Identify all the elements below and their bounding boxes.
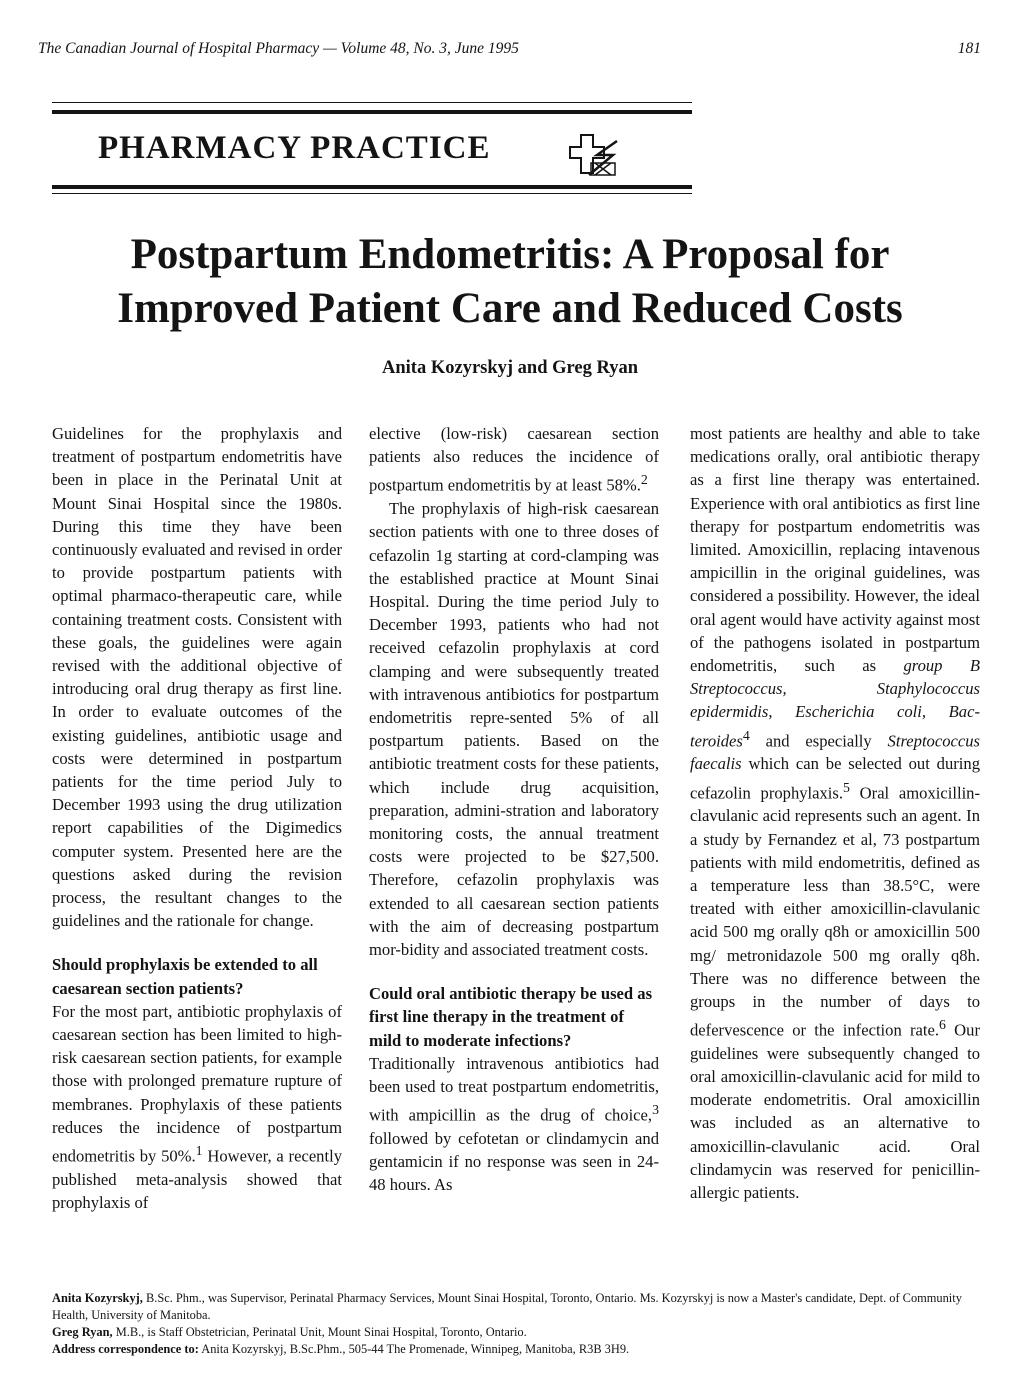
reference-marker: 1 — [195, 1143, 203, 1159]
pharmacy-cross-mortar-icon — [567, 133, 619, 177]
footnote-author-2 — [52, 1324, 982, 1341]
reference-marker: 4 — [742, 727, 750, 743]
reference-marker: 2 — [640, 472, 648, 488]
subheading: Should prophylaxis be extended to all caesarean section patients? — [52, 955, 318, 998]
paragraph-text: Traditionally intravenous antibiotics had been used to treat postpartum endometritis, with ampicillin as the drug of choice, — [369, 1053, 659, 1125]
paragraph: The prophylaxis of high-risk caesarean section patients with one to three doses of cefazolin 1g starting at cord-clamping was the established practice at Mount Sinai Hospital. During the time period July to December 1993, patients who had not received cefazolin prophylaxis at cord clamping and were subsequently treated with intravenous antibiotics for postpartum endometritis repre-sented 5% of all postpartum patients. Based on the antibiotic treatment costs for these patients, which include drug acquisition, preparation, admini-stration and laboratory monitoring costs, the annual treatment costs were projected to be $27,500. Therefore, cefazolin prophylaxis was extended to all caesarean section patients with the aim of decreasing postpartum mor-bidity and associated treatment costs. — [369, 499, 659, 959]
paragraph-text: followed by cefotetan or clindamycin and gentamicin if no response was seen in 24-48 hours. As — [369, 1128, 659, 1195]
title-line-1: Postpartum Endometritis: A Proposal for — [130, 231, 890, 278]
correspondence-label: Address correspondence to: — [52, 1342, 199, 1356]
paragraph — [369, 1052, 659, 1197]
section-label: PHARMACY PRACTICE — [98, 130, 491, 166]
paragraph-text: and especially — [749, 731, 888, 751]
footnote-text: B.Sc. Phm., was Supervisor, Perinatal Pharmacy Services, Mount Sinai Hospital, Toronto, Ontario. Ms. Kozyrskyj is now a Master's candidate, Dept. of Community Health, University of Manitoba. — [52, 1291, 962, 1322]
text-column-2 — [369, 422, 659, 1197]
section-rule-thin — [52, 193, 692, 194]
paragraph-text: which can be selected out during cefazolin prophylaxis. — [690, 754, 980, 803]
section-rule-thick — [52, 185, 692, 189]
paragraph-text: elective (low-risk) caesarean section patients also reduces the incidence of postpartum endometritis by at least 58%. — [369, 424, 659, 495]
paragraph-text: However, a recently published meta-analysis showed that prophylaxis of — [52, 1146, 342, 1213]
reference-marker: 6 — [939, 1017, 946, 1033]
top-rule-thick — [52, 110, 692, 114]
page-number: 181 — [957, 40, 981, 57]
organism-names: group B Streptococcus, Staphylococcus epidermidis, Escherichia coli, Bac-teroides — [690, 656, 980, 751]
article-title — [0, 228, 1020, 336]
subheading: Could oral antibiotic therapy be used as first line therapy in the treatment of mild to moderate infections? — [369, 984, 653, 1050]
top-rule-thin — [52, 102, 692, 103]
paragraph: Guidelines for the prophylaxis and treatment of postpartum endometritis have been in place in the Perinatal Unit at Mount Sinai Hospital since the 1980s. During this time they have been continuously evaluated and revised in order to provide postpartum patients with optimal pharmaco-therapeutic care, while containing treatment costs. Consistent with these goals, the guidelines were again revised with the additional objective of introducing oral drug therapy as first line. In order to evaluate outcomes of the existing guidelines, antibiotic usage and costs were determined in postpartum patients for the time period July to December 1993 using the drug utilization report capabilities of the Digimedics computer system. Presented here are the questions asked during the revision process, the resultant changes to the guidelines and the rationale for change. — [52, 424, 342, 931]
footnote-correspondence — [52, 1341, 982, 1358]
paragraph-text: most patients are healthy and able to take medications orally, oral antibiotic therapy as a first line therapy was entertained. Experience with oral antibiotics as first line therapy for postpartum endometritis was limited. Amoxicillin, replacing intavenous ampicillin in the original guidelines, was considered a possibility. However, the ideal oral agent would have activity against most of the pathogens isolated in postpartum endometritis, such as — [690, 424, 980, 676]
running-head — [38, 40, 983, 62]
text-column-1 — [52, 422, 342, 1214]
text-column-3 — [690, 422, 980, 1204]
paragraph-text: For the most part, antibiotic prophylaxis of caesarean section has been limited to high-risk caesarean section patients, for example those with prolonged premature rupture of membranes. Prophylaxis of these patients reduces the incidence of postpartum endometritis by 50%. — [52, 1001, 342, 1166]
paragraph-text: Oral amoxicillin-clavulanic acid represents such an agent. In a study by Fernandez et al, 73 postpartum patients with mild endometritis, defined as a temperature less than 38.5°C, were treated with either amoxicillin-clavulanic acid 500 mg orally q8h or amoxicillin 500 mg/ metronidazole 500 mg orally q8h. There was no difference between the groups in the number of days to defervescence or the infection rate. — [690, 783, 980, 1040]
paragraph — [52, 1000, 342, 1214]
footnote-text: Anita Kozyrskyj, B.Sc.Phm., 505-44 The Promenade, Winnipeg, Manitoba, R3B 3H9. — [198, 1342, 630, 1356]
title-line-2: Improved Patient Care and Reduced Costs — [117, 285, 903, 332]
reference-marker: 5 — [843, 779, 850, 795]
reference-marker: 3 — [652, 1102, 659, 1118]
journal-citation: The Canadian Journal of Hospital Pharmacy — Volume 48, No. 3, June 1995 — [38, 40, 519, 57]
footnote-text: M.B., is Staff Obstetrician, Perinatal Unit, Mount Sinai Hospital, Toronto, Ontario. — [112, 1325, 527, 1339]
paragraph-text: Our guidelines were subsequently changed to oral amoxicillin-clavulanic acid for mild to moderate endometritis. Oral amoxicillin was included as an alternative to amoxicillin-clavulanic acid. Oral clindamycin was reserved for penicillin-allergic patients. — [690, 1020, 980, 1203]
organism-name: Streptococcus faecalis — [690, 731, 980, 774]
paragraph — [369, 422, 659, 497]
footnote-author-1 — [52, 1290, 982, 1324]
author-footnotes — [52, 1290, 982, 1358]
footnote-author-name: Greg Ryan, — [52, 1325, 113, 1339]
footnote-author-name: Anita Kozyrskyj, — [52, 1291, 143, 1305]
article-authors: Anita Kozyrskyj and Greg Ryan — [382, 358, 638, 378]
paragraph — [690, 422, 980, 1204]
